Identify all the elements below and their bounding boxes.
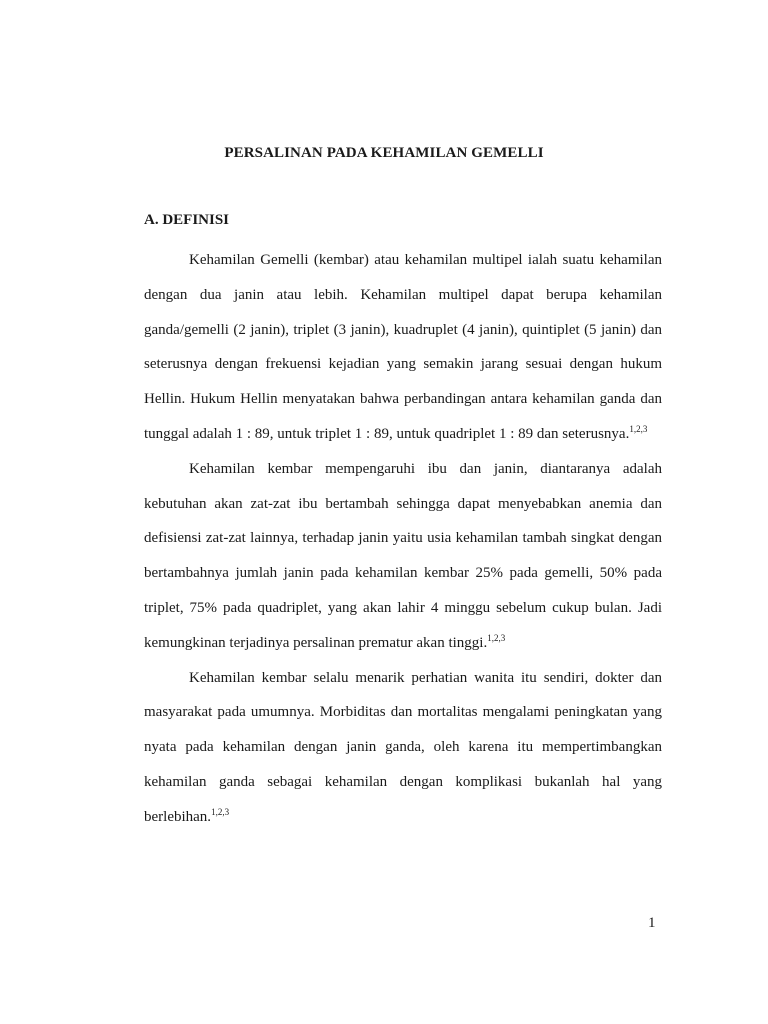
citation-superscript: 1,2,3 (211, 806, 230, 817)
citation-superscript: 1,2,3 (487, 632, 506, 643)
paragraph-text: Kehamilan Gemelli (kembar) atau kehamilan multipel ialah suatu kehamilan dengan dua janin atau lebih. Kehamilan multipel dapat berupa kehamilan ganda/gemelli (2 janin), triplet (3 janin), kuadruplet (4 janin), quintiplet (5 janin) dan seterusnya dengan frekuensi kejadian yang semakin jarang sesuai dengan hukum Hellin. Hukum Hellin menyatakan bahwa perbandingan antara kehamilan ganda dan tunggal adalah 1 : 89, untuk triplet 1 : 89, untuk quadriplet 1 : 89 dan seterusnya. (144, 252, 662, 442)
paragraph-text: Kehamilan kembar selalu menarik perhatian wanita itu sendiri, dokter dan masyarakat pada umumnya. Morbiditas dan mortalitas mengalami peningkatan yang nyata pada kehamilan dengan janin ganda, oleh karena itu mempertimbangkan kehamilan ganda sebagai kehamilan dengan komplikasi bukanlah hal yang berlebihan. (144, 669, 662, 825)
page-number: 1 (648, 915, 656, 931)
paragraph-1 (144, 243, 662, 452)
body-text (144, 243, 662, 835)
paragraph-2 (144, 452, 662, 661)
section-heading: A. DEFINISI (144, 212, 230, 228)
citation-superscript: 1,2,3 (629, 423, 648, 434)
document-title: PERSALINAN PADA KEHAMILAN GEMELLI (224, 145, 544, 161)
paragraph-3 (144, 661, 662, 835)
paragraph-text: Kehamilan kembar mempengaruhi ibu dan janin, diantaranya adalah kebutuhan akan zat-zat ibu bertambah sehingga dapat menyebabkan anemia dan defisiensi zat-zat lainnya, terhadap janin yaitu usia kehamilan tambah singkat dengan bertambahnya jumlah janin pada kehamilan kembar 25% pada gemelli, 50% pada triplet, 75% pada quadriplet, yang akan lahir 4 minggu sebelum cukup bulan. Jadi kemungkinan terjadinya persalinan prematur akan tinggi. (144, 460, 662, 651)
